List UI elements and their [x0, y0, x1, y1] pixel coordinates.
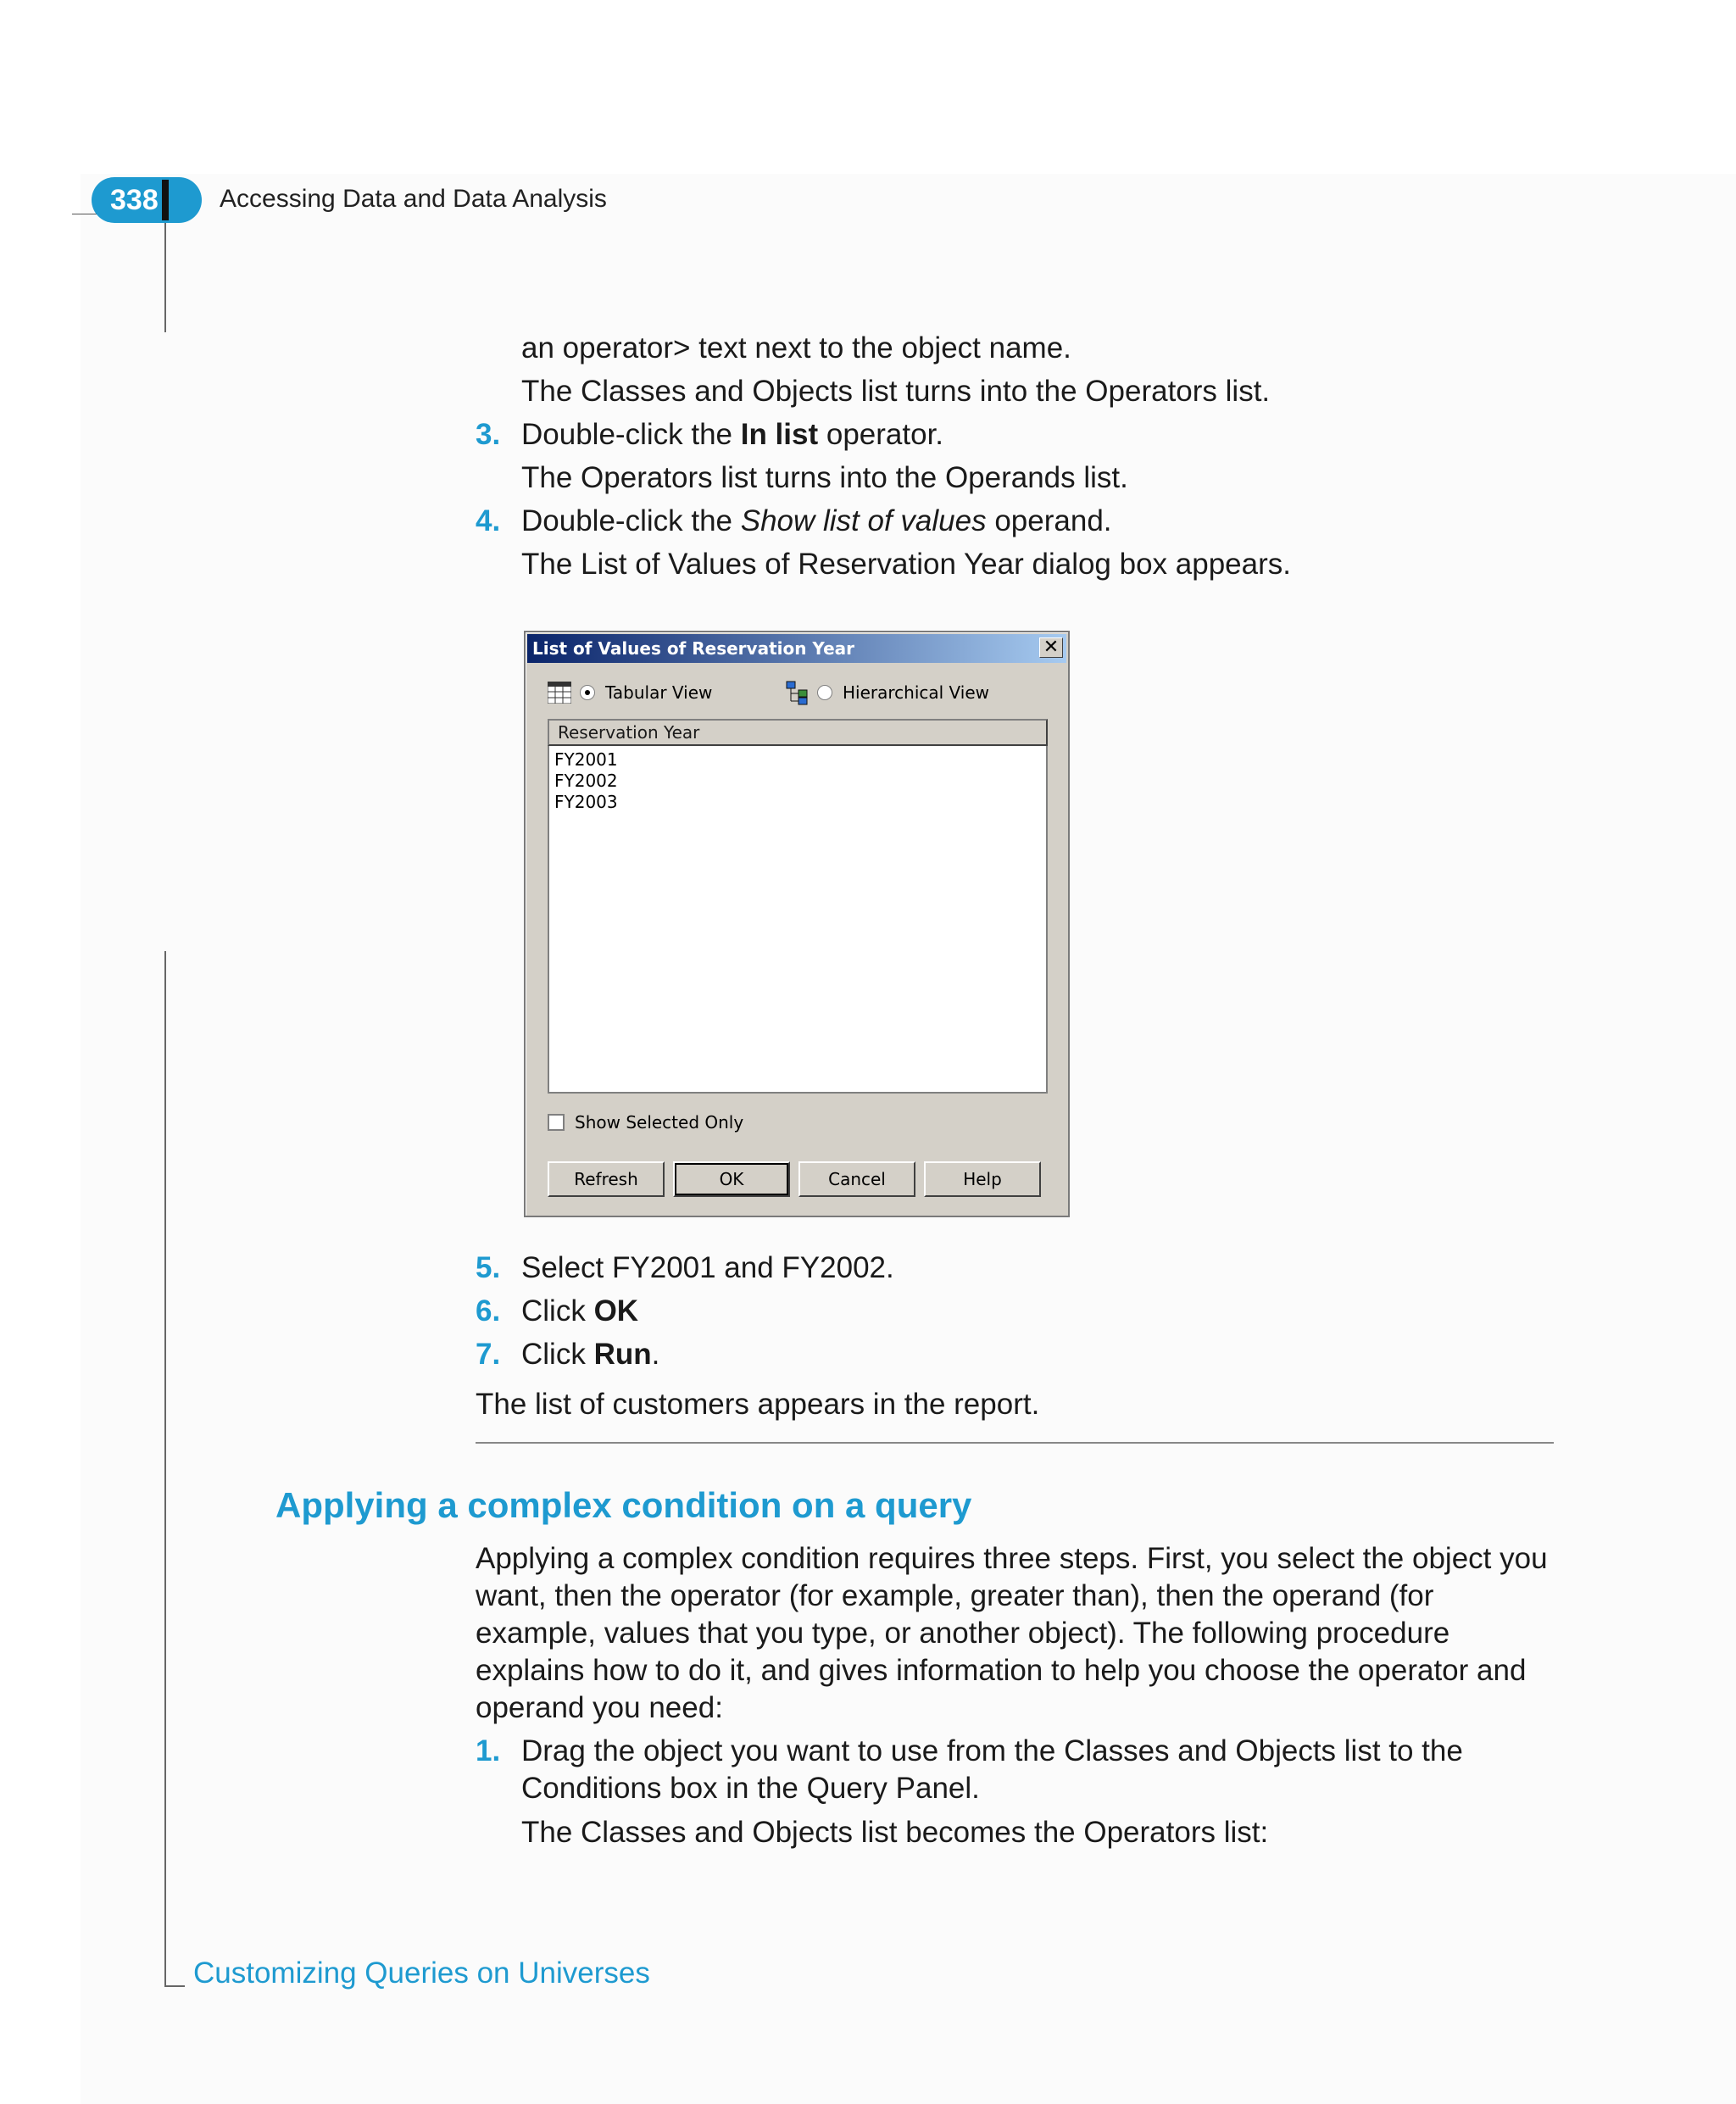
intro-paragraph: Applying a complex condition requires three steps. First, you select the object you want, then the operator (for example, greater than), then the operand (for example, values that you type, or another object). The following procedure explains how to do it, and gives information to help you choose the operator and operand you need: — [476, 1542, 1548, 1724]
hierarchy-tree-icon — [785, 680, 810, 705]
continuation-text: an operator> text next to the object name. — [521, 331, 1071, 365]
list-item[interactable]: FY2003 — [554, 792, 618, 812]
cancel-button[interactable]: Cancel — [798, 1161, 915, 1197]
section-divider — [476, 1442, 1554, 1444]
step-result-text: The List of Values of Reservation Year dialog box appears. — [521, 548, 1291, 581]
step-text: Click Run. — [521, 1338, 660, 1371]
step-number: 7. — [476, 1338, 501, 1371]
section-heading: Applying a complex condition on a query — [275, 1485, 972, 1525]
list-item[interactable]: FY2002 — [554, 771, 618, 791]
footer-rule — [164, 1985, 185, 1987]
step-text: Drag the object you want to use from the Classes and Objects list to the Conditions box in the Query Panel. — [521, 1734, 1463, 1805]
step-number: 4. — [476, 504, 501, 537]
step-number: 1. — [476, 1734, 501, 1767]
dialog-title: List of Values of Reservation Year — [527, 634, 1066, 663]
step-result-text: The Classes and Objects list becomes the Operators list: — [521, 1816, 1269, 1849]
step-number: 5. — [476, 1251, 501, 1284]
hierarchical-view-radio[interactable] — [817, 685, 832, 700]
ok-button[interactable]: OK — [673, 1161, 790, 1197]
step-result-text: The Classes and Objects list turns into the Operators list. — [521, 375, 1271, 408]
page-number-bar — [162, 180, 169, 220]
column-header[interactable]: Reservation Year — [548, 719, 1048, 746]
hierarchical-view-label: Hierarchical View — [843, 682, 990, 703]
values-list[interactable] — [548, 746, 1048, 1094]
summary-text: The list of customers appears in the report. — [476, 1388, 1040, 1421]
tabular-view-label: Tabular View — [605, 682, 713, 703]
step-text: Double-click the In list operator. — [521, 418, 944, 451]
footer-section-link[interactable]: Customizing Queries on Universes — [193, 1956, 650, 1990]
step-number: 3. — [476, 418, 501, 451]
list-of-values-dialog — [524, 631, 1070, 1217]
page-number: 338 — [92, 177, 202, 223]
step-text: Double-click the Show list of values operand. — [521, 504, 1112, 537]
step-number: 6. — [476, 1294, 501, 1328]
help-button[interactable]: Help — [924, 1161, 1041, 1197]
list-item[interactable]: FY2001 — [554, 749, 618, 770]
margin-rule-bottom — [164, 951, 166, 1986]
show-selected-label: Show Selected Only — [575, 1112, 744, 1133]
running-title: Accessing Data and Data Analysis — [220, 185, 607, 213]
refresh-button[interactable]: Refresh — [548, 1161, 665, 1197]
tabular-view-radio[interactable] — [580, 685, 595, 700]
step-result-text: The Operators list turns into the Operands list. — [521, 461, 1128, 494]
step-text: Click OK — [521, 1294, 639, 1328]
step-text: Select FY2001 and FY2002. — [521, 1251, 894, 1284]
close-icon[interactable]: ✕ — [1039, 637, 1063, 658]
table-grid-icon — [548, 682, 571, 704]
show-selected-checkbox[interactable] — [548, 1114, 565, 1131]
